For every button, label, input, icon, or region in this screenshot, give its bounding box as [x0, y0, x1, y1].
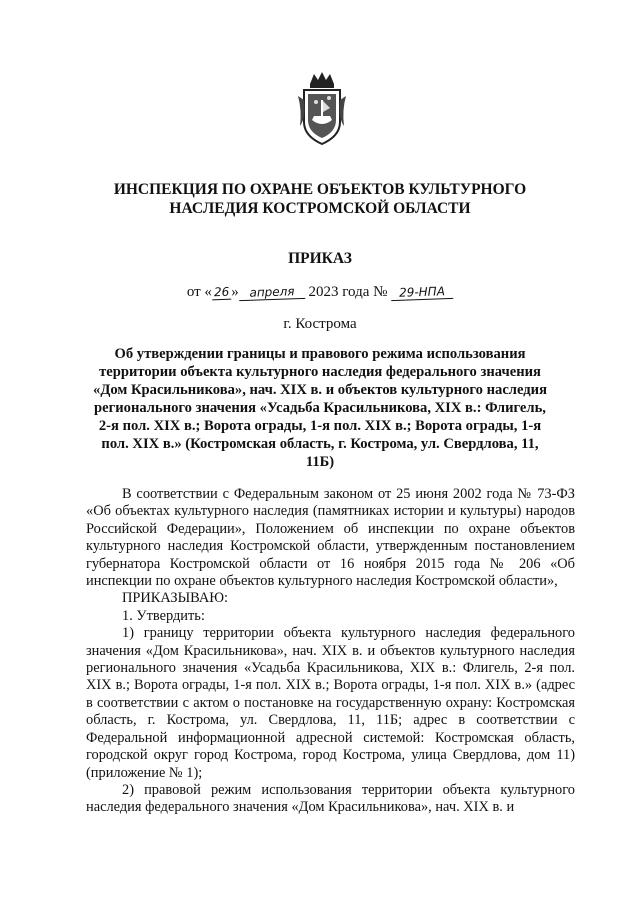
item-1-2-paragraph: 2) правовой режим использования территории объекта культурного наследия федерального значения «Дом Красильникова», нач. XIX в. и	[86, 781, 575, 816]
handwritten-number: 29-НПА	[391, 284, 453, 301]
city: г. Кострома	[283, 316, 357, 332]
date-suffix: 2023 года №	[308, 284, 388, 300]
order-date-line	[0, 284, 640, 301]
coat-of-arms-emblem	[296, 70, 348, 148]
handwritten-day: 26	[212, 285, 232, 301]
document-type: ПРИКАЗ	[288, 250, 352, 267]
org-line-2: НАСЛЕДИЯ КОСТРОМСКОЙ ОБЛАСТИ	[169, 200, 471, 217]
item-1-1-paragraph: 1) границу территории объекта культурного наследия федерального значения «Дом Красильникова», нач. XIX в. и объектов культурного наследия регионального значения «Усадьба Красильникова, XIX в.: Флигель, 2-я пол. XIX в.; Ворота ограды, 1-я пол. XIX в.; Ворота ограды, 1-я пол. XIX в.» (адрес в соответствии с актом о постановке на государственную охрану: Костромская область, г. Кострома, ул. Свердлова, 11, 11Б; адрес в соответствии с Федеральной информационной адресной системой: Костромская область, городской округ город Кострома, город Кострома, улица Свердлова, дом 11) (приложение № 1);	[86, 625, 575, 781]
order-word: ПРИКАЗЫВАЮ:	[122, 590, 229, 607]
date-prefix: от «	[186, 284, 212, 300]
org-line-1: ИНСПЕКЦИЯ ПО ОХРАНЕ ОБЪЕКТОВ КУЛЬТУРНОГО	[113, 181, 527, 198]
handwritten-month: апреля	[238, 284, 304, 301]
order-body	[86, 486, 575, 817]
preamble-paragraph: В соответствии с Федеральным законом от 25 июня 2002 года № 73-ФЗ «Об объектах культурного наследия (памятниках истории и культуры) народов Российской Федерации», Положением об инспекции по охране объектов культурного наследия Костромской области, утвержденным постановлением губернатора Костромской области от 16 ноября 2015 года № 206 «Об инспекции по охране объектов культурного наследия Костромской области»,	[86, 486, 575, 590]
item-1-heading: 1. Утвердить:	[122, 607, 205, 624]
order-subject: Об утверждении границы и правового режима использования территории объекта культурного наследия федерального значения «Дом Красильникова», нач. XIX в. и объектов культурного наследия регионального значения «Усадьба Красильникова, XIX в.: Флигель, 2-я пол. XIX в.; Ворота ограды, 1-я пол. XIX в.; Ворота ограды, 1-я пол. XIX в.» (Костромская область, г. Кострома, ул. Свердлова, 11, 11Б)	[93, 346, 547, 470]
organization-name	[0, 180, 640, 218]
date-mid: »	[231, 284, 239, 300]
